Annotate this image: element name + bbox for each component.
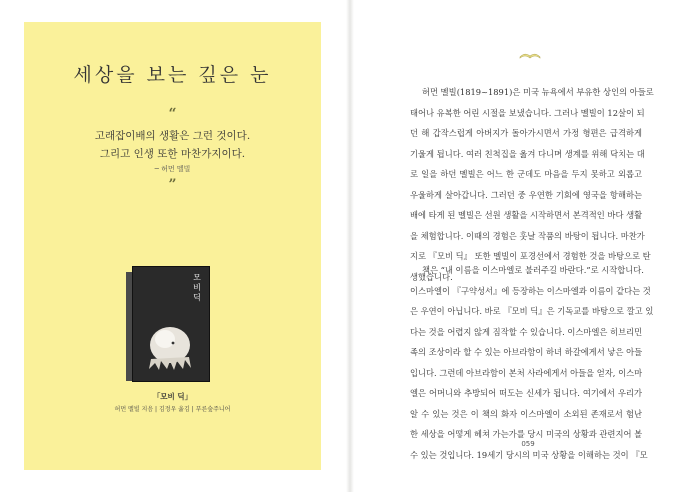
body-line: 다는 것을 어렵지 않게 짐작할 수 있습니다. 이스마엘은 히브리민 <box>410 326 643 337</box>
body-line: 기울게 됩니다. 여러 친척집을 옮겨 다니며 생계를 위해 닥치는 대 <box>410 148 645 159</box>
body-line: 허먼 멜빌(1819~1891)은 미국 뉴욕에서 부유한 상인의 아들로 <box>422 87 654 97</box>
quote-author: ─ 허먼 멜빌 <box>154 165 191 173</box>
white-whale-illustration <box>143 315 197 371</box>
body-paragraph-1 <box>410 82 654 287</box>
quote-line-1: 고래잡이배의 생활은 그런 것이다. <box>94 130 251 142</box>
body-line: 지로 『모비 딕』 또한 멜빌이 포경선에서 경험한 것을 바탕으로 탄 <box>410 251 651 261</box>
body-line: 알 수 있는 것은 이 책의 화자 이스마엘이 소외된 존재로서 험난 <box>410 408 642 419</box>
book-cover <box>132 266 210 382</box>
open-book-icon <box>519 48 541 60</box>
body-line: 한 세상을 어떻게 헤쳐 가는가를 당시 미국의 상황과 관련지어 볼 <box>410 429 643 439</box>
body-line: 생했습니다. <box>410 271 453 282</box>
body-line: 은 우연이 아닙니다. 바로 『모비 딕』은 기독교를 바탕으로 깔고 있 <box>410 306 654 316</box>
book-caption-info: 허먼 멜빌 지음 | 김정우 옮김 | 푸른숲주니어 <box>114 406 231 413</box>
body-paragraph-2 <box>410 260 654 465</box>
body-line: 로 일을 하던 멜빌은 어느 한 군데도 마음을 두지 못하고 외롭고 <box>410 169 642 179</box>
open-quote-mark: “ <box>168 106 177 122</box>
body-line: 족의 조상이라 할 수 있는 아브라함이 하녀 하갈에게서 낳은 아들 <box>410 347 643 357</box>
quote-line-2: 그리고 인생 또한 마찬가지이다. <box>99 148 246 160</box>
body-line: 엘은 어머니와 추방되어 떠도는 신세가 됩니다. 여기에서 우리가 <box>410 388 642 398</box>
body-line: 우울하게 살아갑니다. 그러던 중 우연한 기회에 영국을 항해하는 <box>410 189 642 200</box>
body-line: 배에 타게 된 멜빌은 선원 생활을 시작하면서 본격적인 바다 생활 <box>410 210 643 220</box>
book-caption-title: 「모비 딕」 <box>152 392 193 401</box>
book-gutter <box>346 0 354 492</box>
close-quote-mark: ” <box>168 177 177 193</box>
body-line: 을 체험합니다. 이때의 경험은 훗날 작품의 바탕이 됩니다. 마찬가 <box>410 230 645 241</box>
body-line: 던 해 갑작스럽게 아버지가 돌아가시면서 가정 형편은 급격하게 <box>410 128 642 138</box>
page-number: 059 <box>521 440 535 448</box>
body-line: 태어나 유복한 어린 시절을 보냈습니다. 그러나 멜빌이 12살이 되 <box>410 107 645 118</box>
body-line: 책은 “내 이름을 이스마엘로 불러주길 바란다.”로 시작합니다. <box>422 265 644 275</box>
quote-panel <box>24 22 321 470</box>
body-line: 입니다. 그런데 아브라함이 본처 사라에게서 아들을 얻자, 이스마 <box>410 367 643 378</box>
book-cover-image <box>126 266 208 383</box>
page-title: 세상을 보는 깊은 눈 <box>73 64 272 86</box>
body-line: 이스마엘이 『구약성서』에 등장하는 이스마엘과 이름이 같다는 것 <box>410 285 651 296</box>
body-line: 수 있는 것입니다. 19세기 당시의 미국 상황을 이해하는 것이 『모 <box>410 449 648 460</box>
book-cover-title: 모비 딕 <box>193 273 201 302</box>
